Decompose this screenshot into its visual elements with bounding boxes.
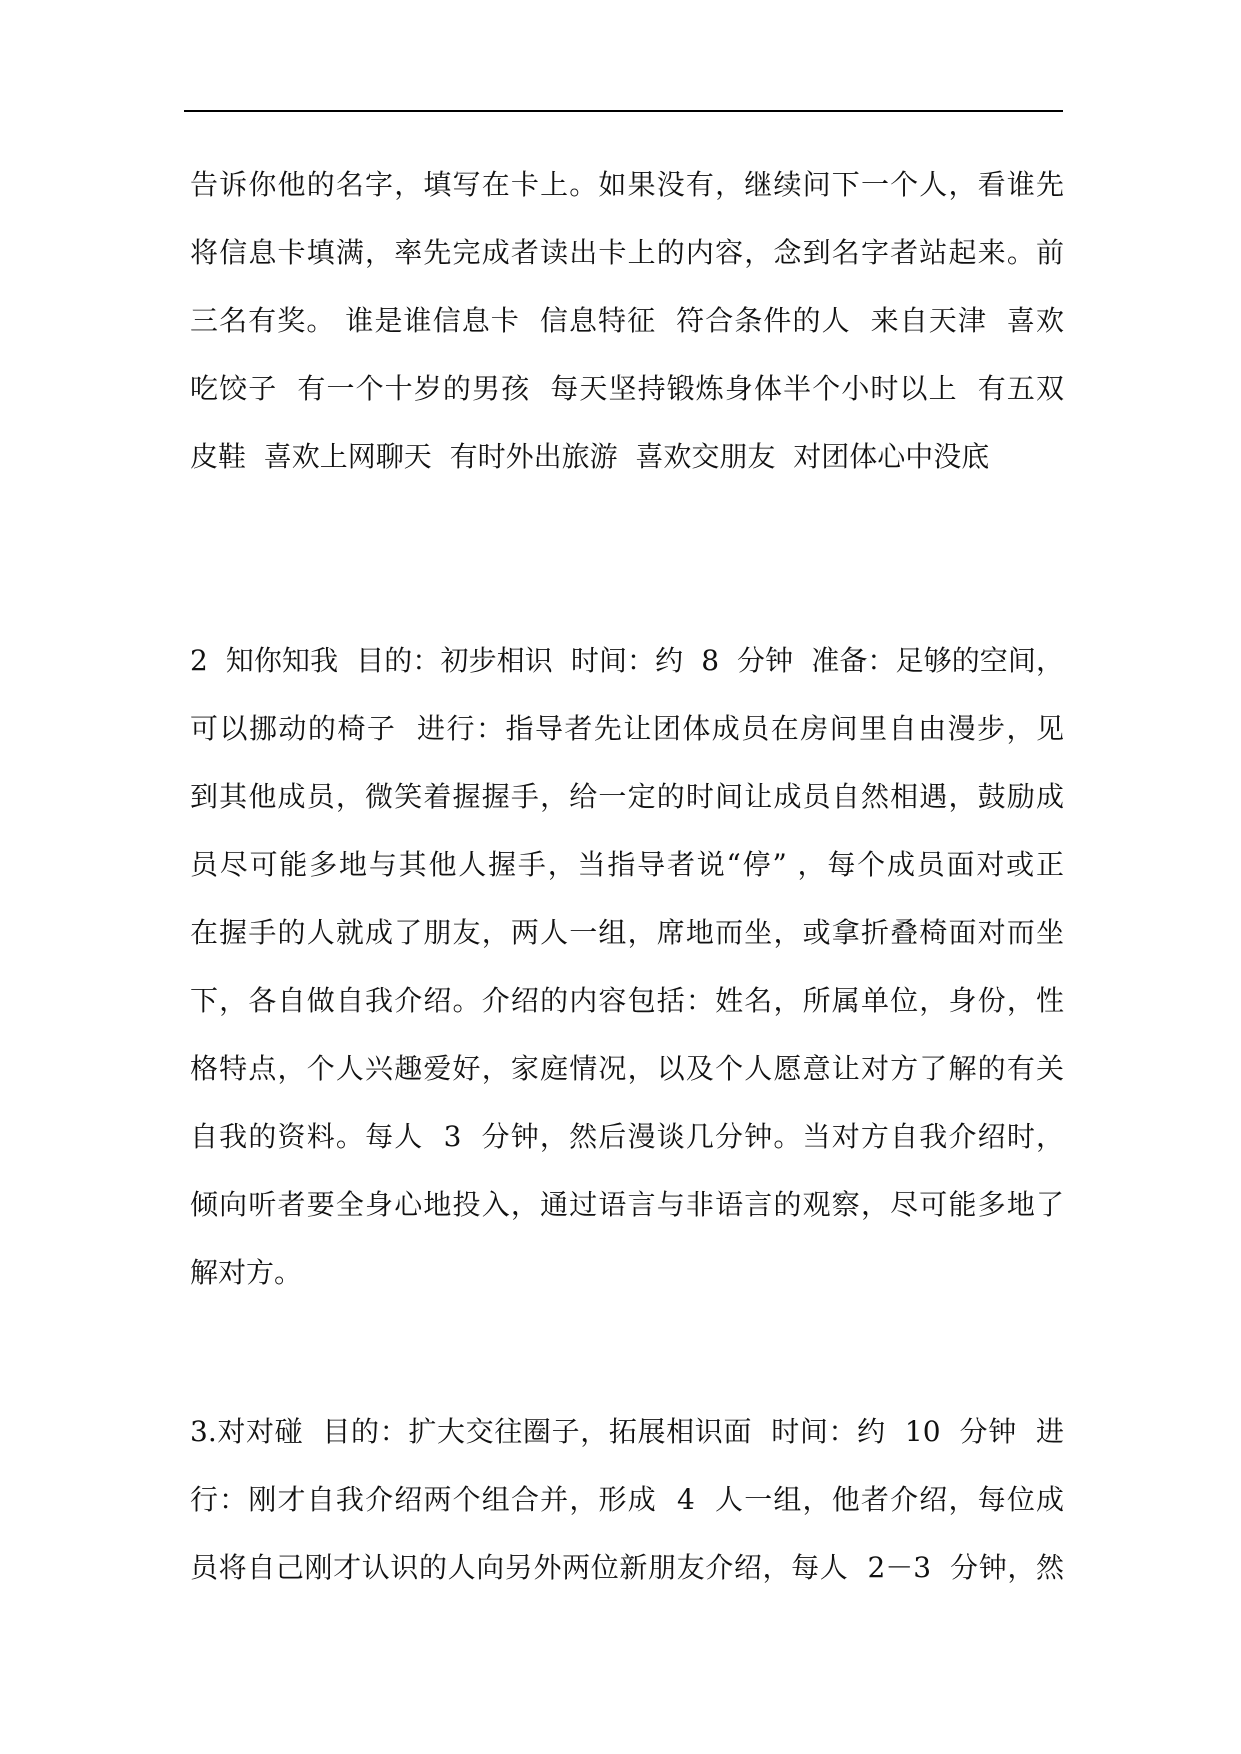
paragraph-who-is-who-card: [190, 151, 1064, 491]
text-line: 自我的资料。每人 3 分钟，然后漫谈几分钟。当对方自我介绍时，: [190, 1120, 1064, 1153]
text-line: 将信息卡填满，率先完成者读出卡上的内容，念到名字者站起来。前: [190, 236, 1064, 269]
header-rule: [184, 110, 1063, 112]
text-line: 在握手的人就成了朋友，两人一组，席地而坐，或拿折叠椅面对而坐: [190, 916, 1064, 949]
paragraph-pair-up: [190, 1398, 1064, 1602]
text-line: 告诉你他的名字，填写在卡上。如果没有，继续问下一个人，看谁先: [190, 168, 1064, 201]
text-line: 吃饺子 有一个十岁的男孩 每天坚持锻炼身体半个小时以上 有五双: [190, 372, 1064, 405]
text-line: 行：刚才自我介绍两个组合并，形成 4 人一组，他者介绍，每位成: [190, 1483, 1064, 1516]
text-line: 2 知你知我 目的：初步相识 时间：约 8 分钟 准备：足够的空间，: [190, 644, 1064, 677]
text-line: 皮鞋 喜欢上网聊天 有时外出旅游 喜欢交朋友 对团体心中没底: [190, 440, 990, 473]
text-line: 格特点，个人兴趣爱好，家庭情况，以及个人愿意让对方了解的有关: [190, 1052, 1064, 1085]
text-line: 3.对对碰 目的：扩大交往圈子，拓展相识面 时间：约 10 分钟 进: [190, 1415, 1064, 1448]
text-line: 到其他成员，微笑着握握手，给一定的时间让成员自然相遇，鼓励成: [190, 780, 1064, 813]
text-line: 倾向听者要全身心地投入，通过语言与非语言的观察，尽可能多地了: [190, 1188, 1064, 1221]
text-line: 员将自己刚才认识的人向另外两位新朋友介绍，每人 2－3 分钟，然: [190, 1551, 1064, 1584]
text-line: 解对方。: [190, 1256, 303, 1289]
text-line: 下，各自做自我介绍。介绍的内容包括：姓名，所属单位，身份，性: [190, 984, 1064, 1017]
text-line: 员尽可能多地与其他人握手，当指导者说“停” ，每个成员面对或正: [190, 848, 1064, 881]
paragraph-know-you-know-me: [190, 627, 1064, 1307]
text-line: 可以挪动的椅子 进行：指导者先让团体成员在房间里自由漫步，见: [190, 712, 1064, 745]
text-line: 三名有奖。 谁是谁信息卡 信息特征 符合条件的人 来自天津 喜欢: [190, 304, 1064, 337]
